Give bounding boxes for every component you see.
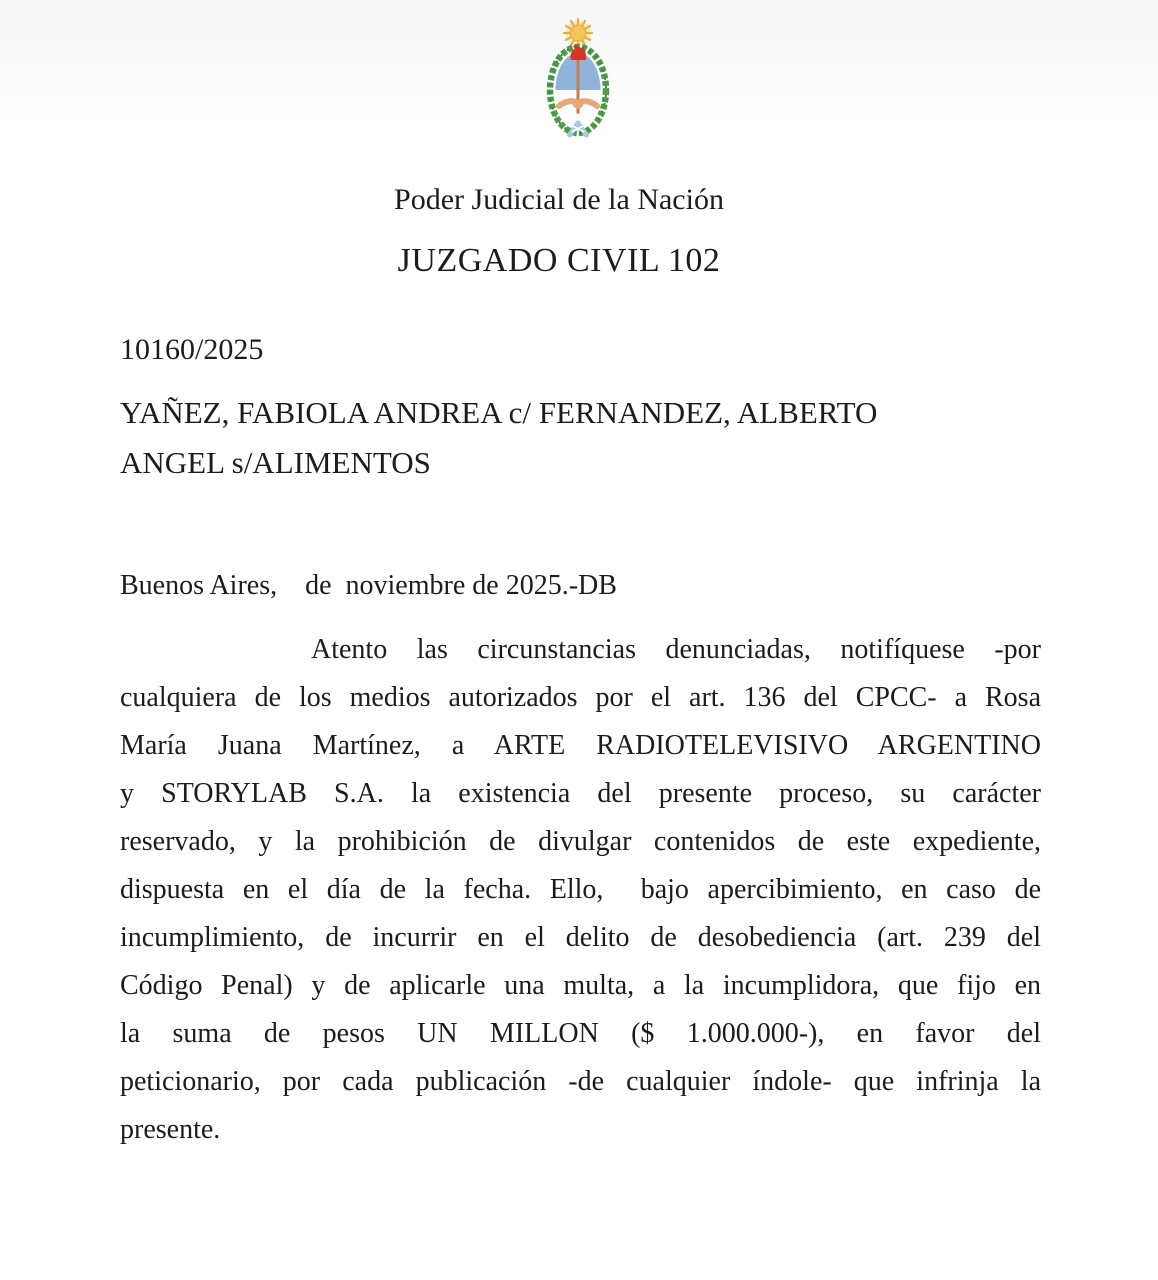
order-paragraph-line: peticionario, por cada publicación -de cualquier índole- que infrinja la bbox=[120, 1066, 1041, 1097]
order-paragraph-line: dispuesta en el día de la fecha. Ello, bajo apercibimiento, en caso de bbox=[120, 874, 1041, 905]
case-caption-line: ANGEL s/ALIMENTOS bbox=[120, 445, 431, 480]
order-paragraph-line: María Juana Martínez, a ARTE RADIOTELEVISIVO ARGENTINO bbox=[120, 730, 1041, 761]
order-paragraph-line: Atento las circunstancias denunciadas, notifíquese -por bbox=[311, 634, 1041, 665]
order-paragraph bbox=[120, 626, 1041, 1154]
argentina-coat-of-arms-icon bbox=[538, 16, 618, 140]
institution-title: Poder Judicial de la Nación bbox=[394, 183, 724, 216]
order-paragraph-line: Código Penal) y de aplicarle una multa, a la incumplidora, que fijo en bbox=[120, 970, 1041, 1001]
order-paragraph-line: reservado, y la prohibición de divulgar contenidos de este expediente, bbox=[120, 826, 1041, 857]
court-title: JUZGADO CIVIL 102 bbox=[397, 242, 721, 279]
order-paragraph-line: presente. bbox=[120, 1114, 221, 1145]
order-paragraph-line: cualquiera de los medios autorizados por el art. 136 del CPCC- a Rosa bbox=[120, 682, 1041, 713]
case-caption-line: YAÑEZ, FABIOLA ANDREA c/ FERNANDEZ, ALBERTO bbox=[120, 395, 878, 430]
dateline: Buenos Aires, de noviembre de 2025.-DB bbox=[120, 570, 617, 601]
order-paragraph-line: incumplimiento, de incurrir en el delito de desobediencia (art. 239 del bbox=[120, 922, 1041, 953]
case-caption bbox=[120, 388, 1041, 488]
order-paragraph-line: la suma de pesos UN MILLON ($ 1.000.000-), en favor del bbox=[120, 1018, 1041, 1049]
sun-icon bbox=[564, 19, 592, 46]
order-paragraph-line: y STORYLAB S.A. la existencia del presente proceso, su carácter bbox=[120, 778, 1041, 809]
case-number: 10160/2025 bbox=[120, 333, 264, 366]
